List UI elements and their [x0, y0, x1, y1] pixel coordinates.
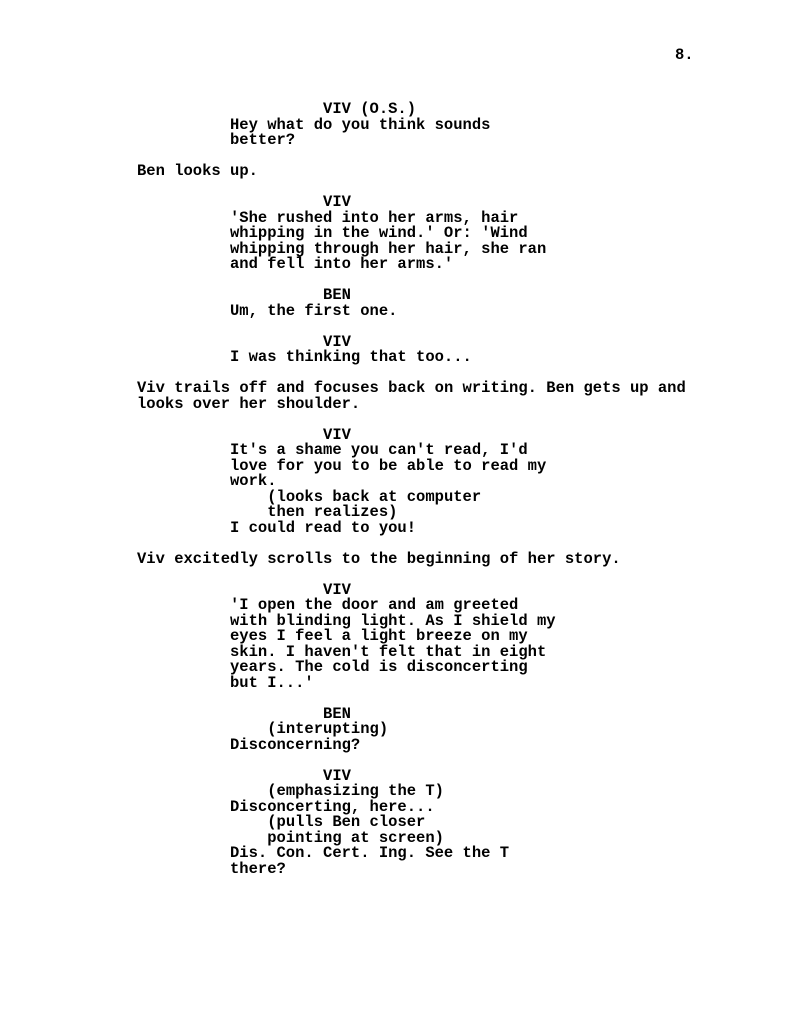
script-line-dialogue: with blinding light. As I shield my [230, 611, 556, 630]
script-line-blank [137, 753, 686, 769]
script-line-blank [137, 567, 686, 583]
script-line-dialogue: Um, the first one. [230, 301, 398, 320]
script-line-dialogue: love for you to be able to read my [230, 456, 547, 475]
script-line-dialogue: 'She rushed into her arms, hair [230, 208, 519, 227]
script-line-parenthetical: then realizes) [267, 503, 398, 521]
script-line-dialogue: I was thinking that too... [230, 348, 472, 366]
script-line-dialogue: and fell into her arms.' [230, 255, 454, 273]
script-line-parenthetical: pointing at screen) [267, 828, 444, 847]
script-line-parenthetical: (pulls Ben closer [267, 813, 426, 831]
script-line-character: VIV [323, 332, 351, 351]
script-line-character: VIV (O.S.) [323, 100, 417, 118]
script-line-blank [137, 273, 686, 289]
script-line-dialogue: Dis. Con. Cert. Ing. See the T [230, 844, 510, 862]
script-line-dialogue: I could read to you! [230, 518, 417, 537]
script-line-dialogue: there? [230, 859, 286, 878]
script-line-dialogue: Hey what do you think sounds [230, 115, 491, 134]
script-body [137, 102, 686, 877]
script-line-character: VIV [323, 425, 351, 444]
script-line-dialogue: Disconcerning? [230, 735, 361, 754]
script-line-dialogue: better? [230, 131, 296, 149]
script-line-blank [137, 319, 686, 335]
script-line-dialogue: 'I open the door and am greeted [230, 596, 519, 614]
script-line-action: Viv trails off and focuses back on writing. Ben gets up and [137, 379, 686, 397]
script-line-dialogue: It's a shame you can't read, I'd [230, 441, 528, 459]
script-line-parenthetical: (emphasizing the T) [267, 782, 444, 800]
script-line-character: BEN [323, 286, 351, 304]
script-line-character: VIV [323, 193, 351, 211]
script-line-character: VIV [323, 580, 351, 599]
script-line-action: Ben looks up. [137, 162, 258, 180]
script-line-parenthetical: (looks back at computer [267, 487, 482, 506]
script-line-blank [137, 412, 686, 428]
script-line-character: VIV [323, 766, 351, 785]
script-line-dialogue: years. The cold is disconcerting [230, 658, 528, 676]
script-line-dialogue: whipping in the wind.' Or: 'Wind [230, 224, 528, 242]
script-line-blank [137, 180, 686, 196]
script-line-dialogue: Disconcerting, here... [230, 797, 435, 816]
script-line-dialogue: but I...' [230, 673, 314, 692]
script-line-dialogue: skin. I haven't felt that in eight [230, 642, 547, 661]
script-line-parenthetical: (interupting) [267, 720, 389, 738]
script-line-dialogue: eyes I feel a light breeze on my [230, 627, 528, 645]
script-line-blank [137, 691, 686, 707]
script-line-character: BEN [323, 704, 351, 723]
script-line-dialogue: work. [230, 472, 277, 490]
script-line-action: looks over her shoulder. [137, 394, 361, 413]
page-number: 8. [675, 46, 694, 64]
script-line-action: Viv excitedly scrolls to the beginning of her story. [137, 549, 621, 568]
script-line-dialogue: whipping through her hair, she ran [230, 239, 547, 258]
